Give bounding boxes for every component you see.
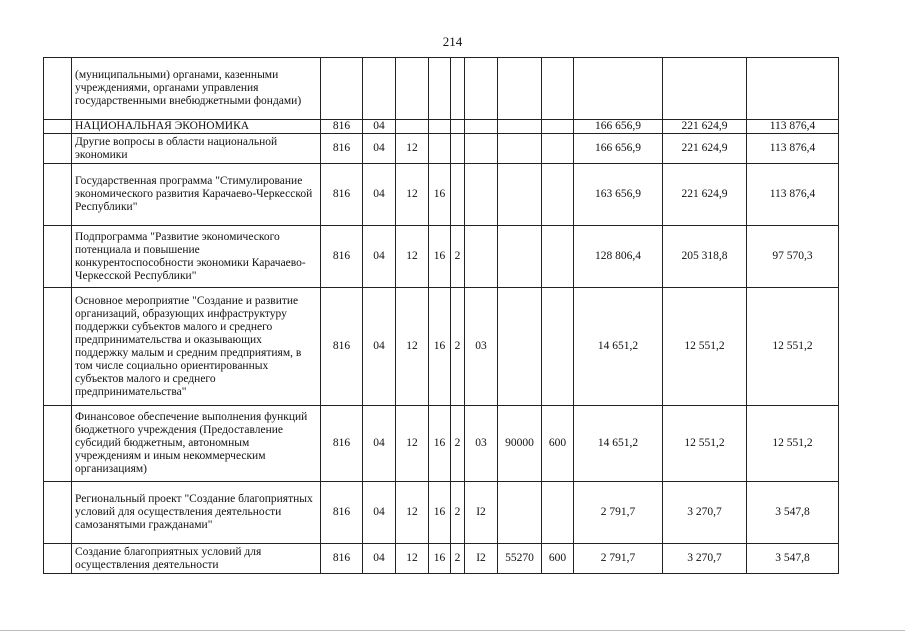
table-row xyxy=(44,164,839,226)
row-amount-year-2 xyxy=(663,58,747,120)
budget-table xyxy=(43,57,839,574)
table-row xyxy=(44,134,839,164)
row-amount-year-1: 2 791,7 xyxy=(574,482,663,544)
row-code-ministry: 816 xyxy=(321,134,363,164)
row-amount-year-3: 3 547,8 xyxy=(747,482,839,544)
row-code-expense-type xyxy=(542,120,574,134)
row-code-program xyxy=(429,58,451,120)
row-code-subsection xyxy=(396,120,429,134)
row-blank-cell xyxy=(44,226,72,288)
row-name-cell: НАЦИОНАЛЬНАЯ ЭКОНОМИКА xyxy=(72,120,321,134)
row-blank-cell xyxy=(44,406,72,482)
row-code-direction xyxy=(498,226,542,288)
table-row xyxy=(44,120,839,134)
row-amount-year-3: 113 876,4 xyxy=(747,164,839,226)
row-code-section: 04 xyxy=(363,288,396,406)
row-code-expense-type xyxy=(542,482,574,544)
row-amount-year-2: 3 270,7 xyxy=(663,482,747,544)
row-name-cell: Подпрограмма "Развитие экономического потенциала и повышение конкурентоспособности экономики Карачаево-Черкесской Республики" xyxy=(72,226,321,288)
row-code-event xyxy=(465,120,498,134)
row-code-event xyxy=(465,134,498,164)
row-code-direction xyxy=(498,482,542,544)
row-code-event xyxy=(465,164,498,226)
table-row xyxy=(44,544,839,574)
row-code-program: 16 xyxy=(429,164,451,226)
row-code-subprogram: 2 xyxy=(451,544,465,574)
row-code-subprogram: 2 xyxy=(451,226,465,288)
row-code-program: 16 xyxy=(429,288,451,406)
row-blank-cell xyxy=(44,544,72,574)
row-code-ministry xyxy=(321,58,363,120)
row-amount-year-2: 3 270,7 xyxy=(663,544,747,574)
row-code-ministry: 816 xyxy=(321,482,363,544)
row-blank-cell xyxy=(44,164,72,226)
row-name-cell: Региональный проект "Создание благоприятных условий для осуществления деятельности самозанятыми гражданами" xyxy=(72,482,321,544)
row-code-direction xyxy=(498,58,542,120)
row-code-direction xyxy=(498,164,542,226)
row-code-program: 16 xyxy=(429,406,451,482)
table-row xyxy=(44,482,839,544)
row-code-subsection: 12 xyxy=(396,288,429,406)
row-code-section: 04 xyxy=(363,164,396,226)
row-code-section: 04 xyxy=(363,406,396,482)
row-amount-year-3 xyxy=(747,58,839,120)
row-amount-year-1: 128 806,4 xyxy=(574,226,663,288)
row-code-subprogram: 2 xyxy=(451,406,465,482)
row-code-subsection: 12 xyxy=(396,406,429,482)
row-name-cell: Финансовое обеспечение выполнения функций бюджетного учреждения (Предоставление субсидий бюджетным, автономным учреждениям и иным некоммерческим организациям) xyxy=(72,406,321,482)
row-code-ministry: 816 xyxy=(321,120,363,134)
row-amount-year-3: 12 551,2 xyxy=(747,406,839,482)
row-code-subprogram xyxy=(451,58,465,120)
row-amount-year-3: 12 551,2 xyxy=(747,288,839,406)
row-code-subprogram: 2 xyxy=(451,482,465,544)
row-code-subsection xyxy=(396,58,429,120)
table-row xyxy=(44,406,839,482)
row-code-expense-type xyxy=(542,288,574,406)
row-code-ministry: 816 xyxy=(321,288,363,406)
row-amount-year-3: 3 547,8 xyxy=(747,544,839,574)
row-name-cell: Основное мероприятие "Создание и развитие организаций, образующих инфраструктуру поддержки субъектов малого и среднего предпринимательства и оказывающих поддержку малым и средним предприятиям, в том числе социально ориентированных субъектов малого и среднего предпринимательства" xyxy=(72,288,321,406)
row-code-subsection: 12 xyxy=(396,226,429,288)
row-code-direction xyxy=(498,120,542,134)
row-blank-cell xyxy=(44,58,72,120)
row-name-cell: Создание благоприятных условий для осуществления деятельности xyxy=(72,544,321,574)
row-code-subsection: 12 xyxy=(396,134,429,164)
row-code-ministry: 816 xyxy=(321,544,363,574)
row-code-program xyxy=(429,134,451,164)
row-blank-cell xyxy=(44,120,72,134)
row-amount-year-1: 166 656,9 xyxy=(574,120,663,134)
row-code-ministry: 816 xyxy=(321,164,363,226)
row-amount-year-1: 2 791,7 xyxy=(574,544,663,574)
row-amount-year-3: 97 570,3 xyxy=(747,226,839,288)
row-amount-year-2: 12 551,2 xyxy=(663,288,747,406)
row-amount-year-1: 163 656,9 xyxy=(574,164,663,226)
row-name-cell: Государственная программа "Стимулирование экономического развития Карачаево-Черкесской Республики" xyxy=(72,164,321,226)
table-row xyxy=(44,288,839,406)
row-code-direction xyxy=(498,134,542,164)
row-amount-year-2: 12 551,2 xyxy=(663,406,747,482)
page-edge-line xyxy=(0,630,905,631)
row-code-section: 04 xyxy=(363,544,396,574)
row-amount-year-1: 166 656,9 xyxy=(574,134,663,164)
table-row xyxy=(44,58,839,120)
row-code-subprogram xyxy=(451,134,465,164)
page-number: 214 xyxy=(442,34,463,49)
row-code-direction: 55270 xyxy=(498,544,542,574)
row-code-subsection: 12 xyxy=(396,164,429,226)
row-code-event xyxy=(465,58,498,120)
row-code-program xyxy=(429,120,451,134)
row-code-event: I2 xyxy=(465,482,498,544)
row-amount-year-1: 14 651,2 xyxy=(574,288,663,406)
row-amount-year-1 xyxy=(574,58,663,120)
row-code-expense-type xyxy=(542,134,574,164)
row-name-cell: Другие вопросы в области национальной экономики xyxy=(72,134,321,164)
row-amount-year-2: 221 624,9 xyxy=(663,164,747,226)
row-code-program: 16 xyxy=(429,226,451,288)
row-amount-year-3: 113 876,4 xyxy=(747,134,839,164)
row-code-section: 04 xyxy=(363,482,396,544)
row-name-cell: (муниципальными) органами, казенными учреждениями, органами управления государственными внебюджетными фондами) xyxy=(72,58,321,120)
row-code-ministry: 816 xyxy=(321,406,363,482)
row-code-expense-type: 600 xyxy=(542,406,574,482)
row-code-subsection: 12 xyxy=(396,544,429,574)
row-code-expense-type xyxy=(542,164,574,226)
row-code-event: 03 xyxy=(465,406,498,482)
row-blank-cell xyxy=(44,482,72,544)
row-code-program: 16 xyxy=(429,544,451,574)
row-code-expense-type xyxy=(542,58,574,120)
row-code-program: 16 xyxy=(429,482,451,544)
row-code-section: 04 xyxy=(363,120,396,134)
row-code-event: 03 xyxy=(465,288,498,406)
row-code-event xyxy=(465,226,498,288)
row-amount-year-2: 221 624,9 xyxy=(663,120,747,134)
row-code-section: 04 xyxy=(363,226,396,288)
row-code-expense-type xyxy=(542,226,574,288)
row-code-expense-type: 600 xyxy=(542,544,574,574)
row-amount-year-2: 221 624,9 xyxy=(663,134,747,164)
row-code-subprogram xyxy=(451,164,465,226)
row-code-direction xyxy=(498,288,542,406)
row-blank-cell xyxy=(44,288,72,406)
row-code-direction: 90000 xyxy=(498,406,542,482)
row-amount-year-2: 205 318,8 xyxy=(663,226,747,288)
row-amount-year-1: 14 651,2 xyxy=(574,406,663,482)
row-code-subsection: 12 xyxy=(396,482,429,544)
row-code-section xyxy=(363,58,396,120)
row-code-subprogram xyxy=(451,120,465,134)
row-blank-cell xyxy=(44,134,72,164)
row-amount-year-3: 113 876,4 xyxy=(747,120,839,134)
row-code-event: I2 xyxy=(465,544,498,574)
table-row xyxy=(44,226,839,288)
row-code-subprogram: 2 xyxy=(451,288,465,406)
row-code-section: 04 xyxy=(363,134,396,164)
row-code-ministry: 816 xyxy=(321,226,363,288)
